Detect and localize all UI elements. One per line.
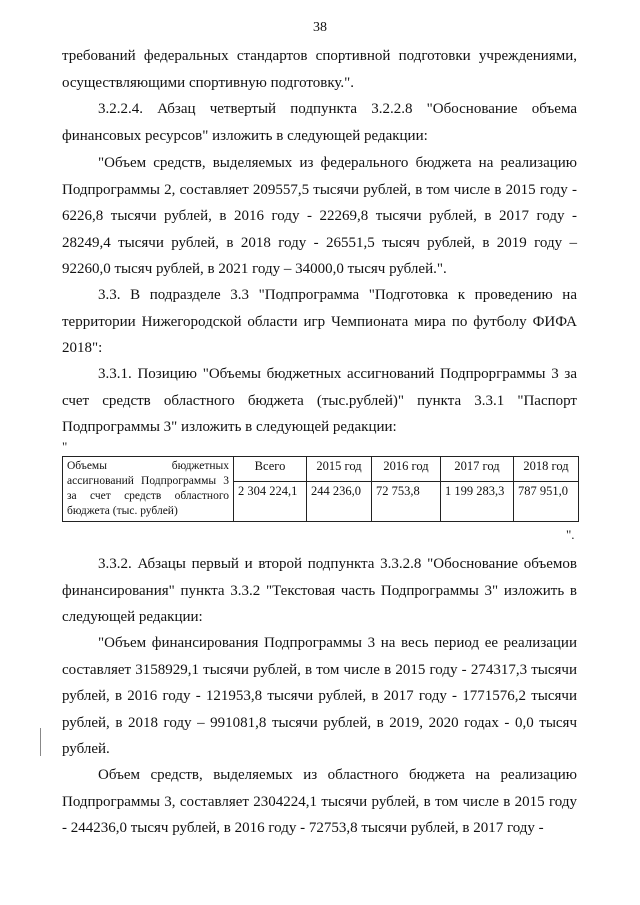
page-number: 38 (313, 20, 327, 35)
table-value-2018: 787 951,0 (514, 482, 579, 522)
table-label-cell: Объемы бюджетных ассигнований Подпрограммы 3 за счет средств областного бюджета (тыс. рублей) (63, 457, 234, 522)
table-value-2015: 244 236,0 (307, 482, 372, 522)
paragraph-3-3: 3.3. В подразделе 3.3 "Подпрограмма "Подготовка к проведению на территории Нижегородской области игр Чемпионата мира по футболу ФИФА 2018": (62, 287, 577, 357)
paragraph-3-3-2: 3.3.2. Абзацы первый и второй подпункта 3.3.2.8 "Обоснование объемов финансирования" пункта 3.3.2 "Текстовая часть Подпрограммы 3" изложить в следующей редакции: (62, 556, 577, 626)
table-value-total: 2 304 224,1 (234, 482, 307, 522)
table-close-quote: ". (566, 527, 575, 542)
margin-mark (40, 728, 41, 756)
table-header-total: Всего (234, 457, 307, 482)
table-open-quote: " (62, 439, 68, 454)
table-header-2018: 2018 год (514, 457, 579, 482)
table-value-2016: 72 753,8 (372, 482, 441, 522)
paragraph-regional-budget: Объем средств, выделяемых из областного бюджета на реализацию Подпрограммы 3, составляет 2304224,1 тысячи рублей, в том числе в 2015 году - 244236,0 тысяч рублей, в 2016 году - 72753,8 тысячи рублей, в 2017 году - (62, 767, 577, 837)
paragraph-3-3-1: 3.3.1. Позицию "Объемы бюджетных ассигнований Подпрорграммы 3 за счет средств областного бюджета (тыс.рублей)" пункта 3.3.1 "Паспорт Подпрограммы 3" изложить в следующей редакции: (62, 366, 577, 436)
table-value-2017: 1 199 283,3 (441, 482, 514, 522)
table-header-2017: 2017 год (441, 457, 514, 482)
table-header-row (63, 457, 579, 482)
budget-table (62, 456, 579, 522)
paragraph-financing-quote: "Объем финансирования Подпрограммы 3 на весь период ее реализации составляет 3158929,1 тысячи рублей, в том числе в 2015 году - 274317,3 тысячи рублей, в 2016 году - 121953,8 тысячи рублей, в 2017 году - 1771576,2 тысячи рублей, в 2018 году – 991081,8 тысячи рублей, в 2019, 2020 годах - 0,0 тысяч рублей. (62, 635, 577, 758)
table-header-2016: 2016 год (372, 457, 441, 482)
paragraph-federal-budget-quote: "Объем средств, выделяемых из федерального бюджета на реализацию Подпрограммы 2, составляет 209557,5 тысячи рублей, в том числе в 2015 году - 6226,8 тысячи рублей, в 2016 году - 22269,8 тысячи рублей, в 2017 году - 28249,4 тысячи рублей, в 2018 году - 26551,5 тысяч рублей, в 2019 году – 92260,0 тысяч рублей, в 2021 году – 34000,0 тысяч рублей.". (62, 155, 577, 278)
paragraph-3-2-2-4: 3.2.2.4. Абзац четвертый подпункта 3.2.2.8 "Обоснование объема финансовых ресурсов" изложить в следующей редакции: (62, 101, 577, 144)
paragraph-continuation: требований федеральных стандартов спортивной подготовки учреждениями, осуществляющими спортивную подготовку.". (62, 48, 577, 91)
table-header-2015: 2015 год (307, 457, 372, 482)
